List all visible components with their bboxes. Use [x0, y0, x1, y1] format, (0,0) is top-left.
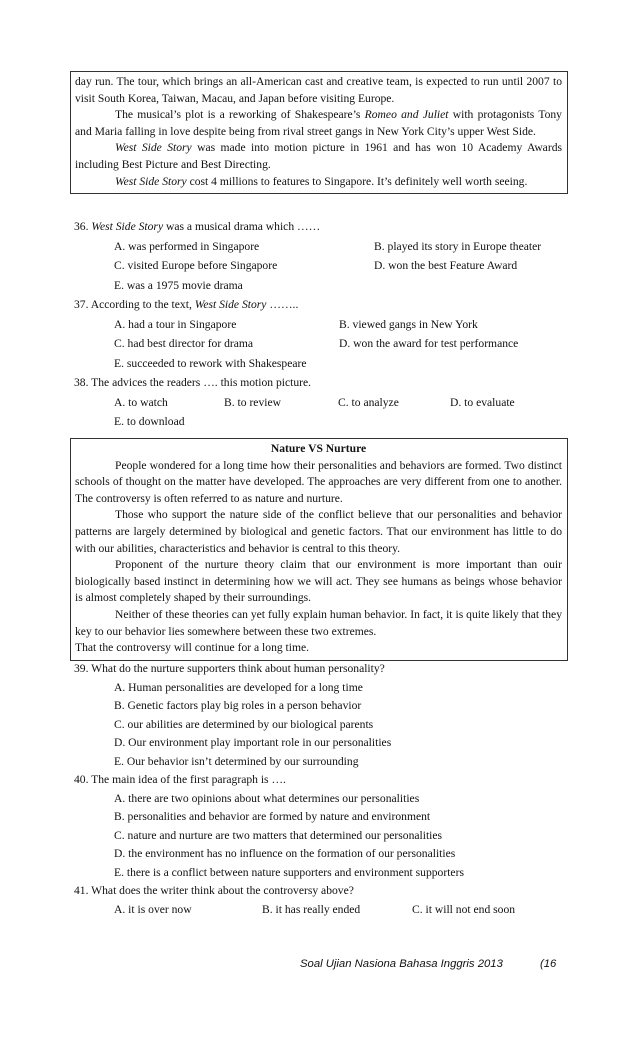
passage2-title: Nature VS Nurture [270, 442, 367, 455]
q39-option-c: C. our abilities are determined by our biological parents [114, 717, 374, 731]
passage1-paragraph-1: day run. The tour, which brings an all-American cast and creative team, is expected to run until 2007 to visit South Korea, Taiwan, Macau, and Japan before visiting Europe. [75, 75, 562, 105]
passage1-p2-text-a: The musical’s plot is a reworking of Shakespeare’s [115, 108, 365, 122]
passage1-paragraph-4 [75, 174, 562, 191]
q36-row-3 [74, 276, 574, 296]
passage-nature-vs-nurture [70, 438, 568, 661]
passage2-paragraph-4: Neither of these theories can yet fully explain human behavior. In fact, it is quite likely that they key to our behavior lies somewhere between these two extremes. [75, 607, 562, 638]
question-37-stem [74, 295, 574, 315]
q36-text: was a musical drama which …… [163, 220, 321, 233]
q37-title: West Side Story [194, 298, 267, 311]
q37-text: …….. [266, 298, 299, 311]
q40-option-b: B. personalities and behavior are formed by nature and environment [114, 810, 431, 823]
q38-row-2 [74, 412, 574, 432]
q40-row-d [74, 845, 574, 864]
q39-option-d: D. Our environment play important role in our personalities [114, 736, 392, 749]
passage2-paragraph-1: People wondered for a long time how their personalities and behaviors are formed. Two distinct schools of thought on the matter have developed. The approaches are very different from one to another. The controversy is often referred to as nature and nurture. [75, 458, 562, 505]
passage1-p4-text: cost 4 millions to features to Singapore. It’s definitely well worth seeing. [186, 174, 528, 188]
q38-option-d: D. to evaluate [450, 395, 515, 409]
passage2-paragraph-3: Proponent of the nurture theory claim that our environment is more important than ouir biologically based instinct in determining how we will act. They see humans as beings whose behavior is almost completely shaped by their surroundings. [75, 558, 562, 605]
q36-option-c: C. visited Europe before Singapore [114, 259, 278, 272]
passage1-p4-title: West Side Story [115, 174, 187, 188]
q37-row-3 [74, 354, 574, 374]
q39-row-a [74, 679, 574, 698]
passage-west-side-story [70, 71, 568, 194]
q38-option-b: B. to review [224, 395, 281, 409]
q41-option-a: A. it is over now [114, 902, 192, 916]
q36-row-1 [74, 237, 574, 257]
q37-row-1 [74, 315, 574, 335]
q36-row-2 [74, 256, 574, 276]
passage1-p3-text: was made into motion picture in 1961 and has won 10 Academy Awards including Best Picture and Best Directing. [75, 141, 563, 171]
q40-row-a [74, 790, 574, 809]
q40-row-c [74, 827, 574, 846]
page-number: (16 [540, 958, 557, 970]
q39-row-e [74, 753, 574, 772]
passage1-p3-title: West Side Story [115, 141, 192, 155]
q38-option-c: C. to analyze [338, 395, 399, 409]
q37-option-c: C. had best director for drama [114, 337, 254, 350]
q37-row-2 [74, 334, 574, 354]
q40-row-b [74, 808, 574, 827]
q39-row-d [74, 734, 574, 753]
q39-option-b: B. Genetic factors play big roles in a person behavior [114, 699, 362, 712]
q39-row-b [74, 697, 574, 716]
q36-title: West Side Story [91, 220, 164, 233]
footer-title: Soal Ujian Nasiona Bahasa Inggris 2013 [300, 958, 503, 970]
q39-row-c [74, 716, 574, 735]
question-38-stem: 38. The advices the readers …. this motion picture. [74, 376, 312, 389]
passage2-paragraph-2: Those who support the nature side of the conflict believe that our personalities and behavior patterns are largely determined by biological and genetic factors. That our environment has little to do with our abilities, characteristics and behavior is central to this theory. [75, 508, 562, 555]
passage1-paragraph-2 [75, 107, 562, 140]
question-41-stem: 41. What does the writer think about the controversy above? [74, 884, 354, 897]
q36-option-d: D. won the best Feature Award [374, 259, 518, 272]
question-36-stem [74, 217, 574, 237]
q37-number: 37. According to the text, [74, 298, 195, 311]
q40-option-c: C. nature and nurture are two matters that determined our personalities [114, 828, 443, 842]
passage1-paragraph-3 [75, 140, 562, 173]
question-40-stem: 40. The main idea of the first paragraph is …. [74, 773, 286, 786]
q36-number: 36. [74, 220, 92, 233]
q41-option-c: C. it will not end soon [412, 902, 516, 916]
q39-option-e: E. Our behavior isn’t determined by our surrounding [114, 754, 359, 768]
q40-option-e: E. there is a conflict between nature supporters and environment supporters [114, 865, 464, 879]
q40-option-d: D. the environment has no influence on the formation of our personalities [114, 847, 456, 860]
q36-option-a: A. was performed in Singapore [114, 239, 260, 253]
q39-option-a: A. Human personalities are developed for a long time [114, 680, 363, 694]
q37-option-b: B. viewed gangs in New York [339, 317, 478, 331]
q37-option-a: A. had a tour in Singapore [114, 317, 237, 331]
q41-row-1 [74, 901, 574, 920]
q41-option-b: B. it has really ended [262, 902, 361, 916]
passage1-p2-text-b: with protagonists Tony and Maria falling in love despite being from rival street gangs in New York City’s upper West Side. [75, 108, 562, 138]
questions-39-41 [74, 660, 574, 919]
questions-36-38 [74, 217, 574, 432]
question-39-stem: 39. What do the nurture supporters think about human personality? [74, 662, 385, 675]
q37-option-d: D. won the award for test performance [339, 337, 519, 350]
q36-option-b: B. played its story in Europe theater [374, 239, 542, 253]
passage2-paragraph-5: That the controversy will continue for a long time. [75, 641, 310, 655]
q40-row-e [74, 864, 574, 883]
page-footer [300, 958, 557, 970]
passage1-p2-title: Romeo and Juliet [364, 108, 449, 122]
q38-option-a: A. to watch [114, 395, 168, 409]
q37-option-e: E. succeeded to rework with Shakespeare [114, 356, 307, 370]
q36-option-e: E. was a 1975 movie drama [114, 278, 243, 292]
q40-option-a: A. there are two opinions about what determines our personalities [114, 791, 420, 805]
q38-option-e: E. to download [114, 415, 185, 428]
q38-row-1 [74, 393, 574, 413]
